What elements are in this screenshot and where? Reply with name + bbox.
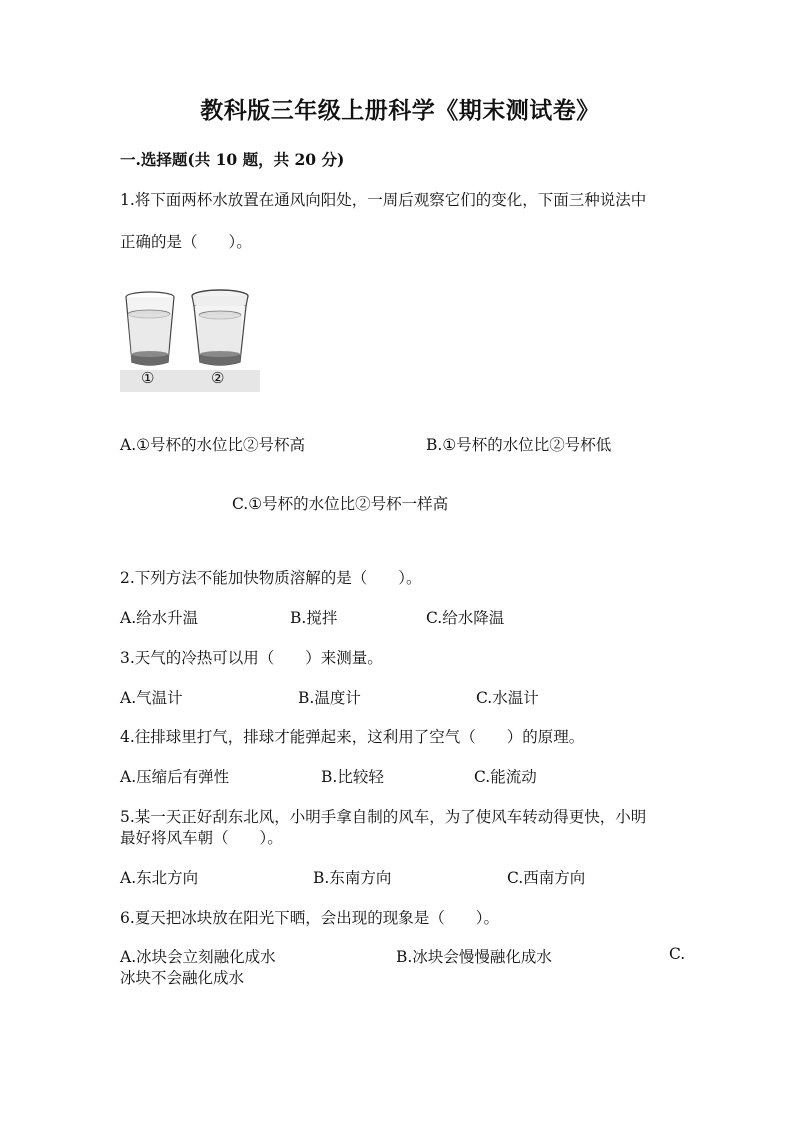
question-6-stem: 6.夏天把冰块放在阳光下晒，会出现的现象是（ ）。: [120, 909, 500, 927]
question-4-option-a[interactable]: A.压缩后有弹性: [120, 768, 230, 786]
section-heading: 一.选择题(共 10 题，共 20 分): [120, 150, 345, 169]
question-4-stem: 4.往排球里打气，排球才能弹起来，这利用了空气（ ）的原理。: [120, 728, 585, 746]
question-6-option-a[interactable]: A.冰块会立刻融化成水: [120, 948, 276, 966]
question-6-option-b[interactable]: B.冰块会慢慢融化成水: [396, 948, 552, 966]
question-5-stem-line2: 最好将风车朝（ ）。: [120, 829, 283, 847]
question-2-option-c[interactable]: C.给水降温: [426, 609, 505, 627]
question-5-option-b[interactable]: B.东南方向: [313, 869, 392, 887]
cup-1-label: ①: [141, 369, 155, 387]
question-2-option-a[interactable]: A.给水升温: [120, 609, 199, 627]
question-2-stem: 2.下列方法不能加快物质溶解的是（ ）。: [120, 569, 422, 587]
question-1-option-b[interactable]: B.①号杯的水位比②号杯低: [426, 436, 612, 454]
question-3-stem: 3.天气的冷热可以用（ ）来测量。: [120, 649, 383, 667]
cup-2-label: ②: [211, 369, 225, 387]
question-4-option-c[interactable]: C.能流动: [474, 768, 537, 786]
cup-1: [126, 292, 174, 365]
question-6-option-c-text[interactable]: 冰块不会融化成水: [120, 969, 245, 987]
page-title: 教科版三年级上册科学《期末测试卷》: [200, 97, 600, 124]
question-3-option-c[interactable]: C.水温计: [476, 689, 539, 707]
question-6-option-c-letter[interactable]: C.: [669, 945, 686, 963]
question-1-stem-line2: 正确的是（ ）。: [120, 233, 252, 251]
two-cups-figure: [120, 284, 260, 392]
question-5-option-a[interactable]: A.东北方向: [120, 869, 199, 887]
question-3-option-b[interactable]: B.温度计: [298, 689, 361, 707]
cup-2: [192, 290, 248, 365]
question-3-option-a[interactable]: A.气温计: [120, 689, 183, 707]
question-1-option-c[interactable]: C.①号杯的水位比②号杯一样高: [232, 495, 449, 513]
question-1-stem-line1: 1.将下面两杯水放置在通风向阳处，一周后观察它们的变化，下面三种说法中: [120, 191, 647, 209]
question-1-option-a[interactable]: A.①号杯的水位比②号杯高: [120, 436, 306, 454]
question-5-option-c[interactable]: C.西南方向: [507, 869, 586, 887]
question-2-option-b[interactable]: B.搅拌: [290, 609, 338, 627]
question-5-stem-line1: 5.某一天正好刮东北风，小明手拿自制的风车，为了使风车转动得更快，小明: [120, 808, 647, 826]
question-4-option-b[interactable]: B.比较轻: [321, 768, 384, 786]
